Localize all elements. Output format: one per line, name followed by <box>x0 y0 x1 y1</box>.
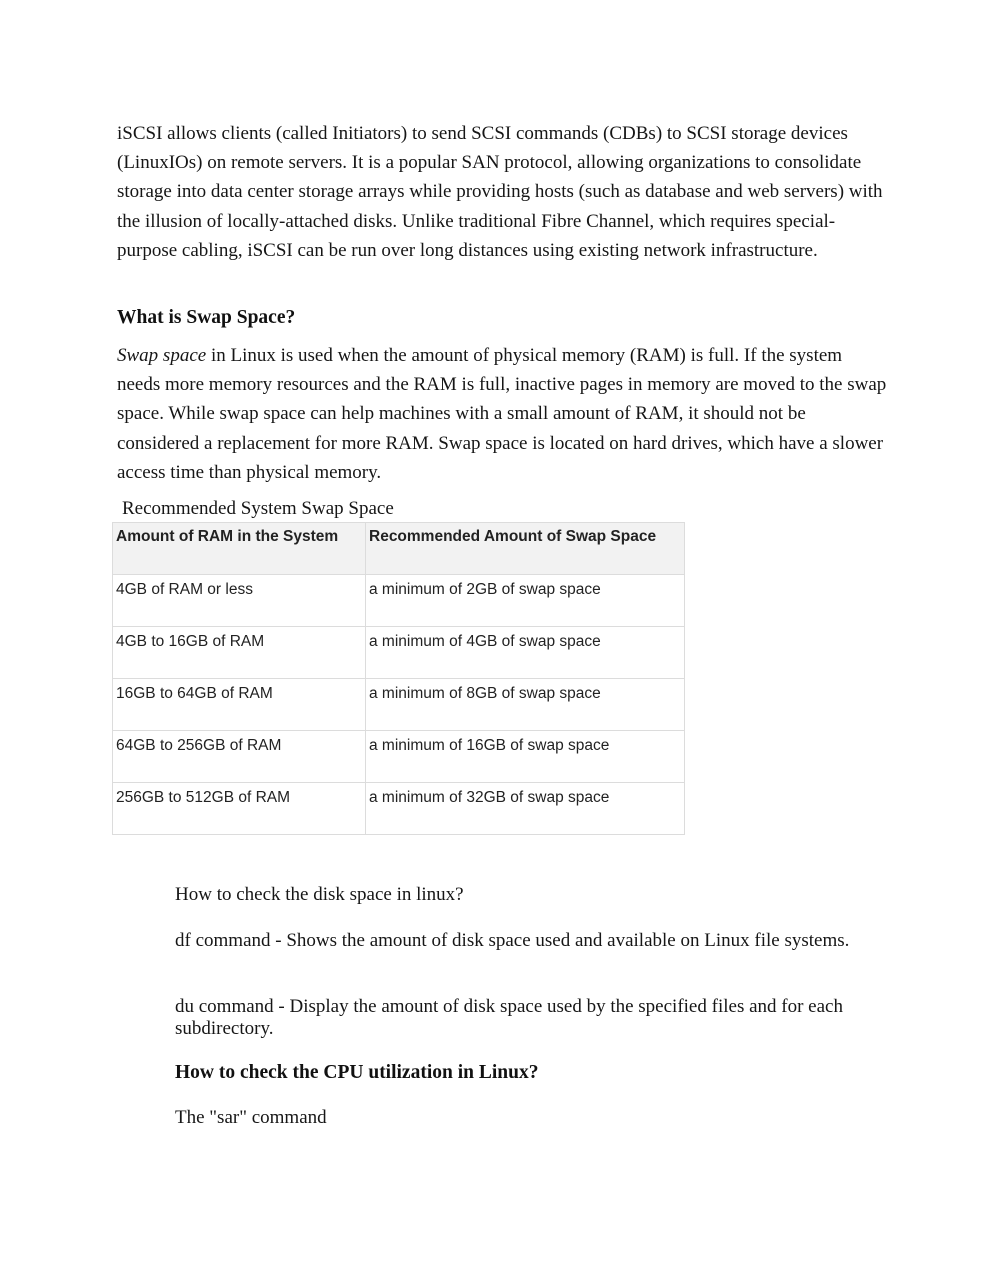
table-header-ram: Amount of RAM in the System <box>113 523 366 575</box>
table-cell-ram: 4GB of RAM or less <box>113 575 366 627</box>
table-header-swap: Recommended Amount of Swap Space <box>366 523 685 575</box>
table-header-row <box>113 523 685 575</box>
sar-text: The "sar" command <box>175 1107 327 1128</box>
disk-question: How to check the disk space in linux? <box>175 884 464 905</box>
swap-term: Swap space <box>117 345 207 366</box>
table-cell-swap: a minimum of 4GB of swap space <box>366 627 685 679</box>
du-description: du command - Display the amount of disk space used by the specified files and for each subdirectory. <box>175 996 843 1039</box>
table-cell-swap: a minimum of 8GB of swap space <box>366 679 685 731</box>
swap-paragraph-text: in Linux is used when the amount of physical memory (RAM) is full. If the system needs more memory resources and the RAM is full, inactive pages in memory are moved to the swap space. While swap space can help machines with a small amount of RAM, it should not be considered a replacement for more RAM. Swap space is located on hard drives, which have a slower access time than physical memory. <box>117 345 887 483</box>
table-cell-ram: 64GB to 256GB of RAM <box>113 731 366 783</box>
df-description: df command - Shows the amount of disk space used and available on Linux file systems. <box>175 930 850 951</box>
table-cell-swap: a minimum of 32GB of swap space <box>366 783 685 835</box>
swap-table <box>112 522 685 835</box>
table-cell-ram: 16GB to 64GB of RAM <box>113 679 366 731</box>
iscsi-paragraph: iSCSI allows clients (called Initiators) to send SCSI commands (CDBs) to SCSI storage devices (LinuxIOs) on remote servers. It is a popular SAN protocol, allowing organizations to consolidate storage into data center storage arrays while providing hosts (such as database and web servers) with the illusion of locally-attached disks. Unlike traditional Fibre Channel, which requires special-purpose cabling, iSCSI can be run over long distances using existing network infrastructure. <box>117 123 883 261</box>
table-cell-ram: 4GB to 16GB of RAM <box>113 627 366 679</box>
swap-heading: What is Swap Space? <box>117 307 296 328</box>
table-cell-swap: a minimum of 2GB of swap space <box>366 575 685 627</box>
table-caption: Recommended System Swap Space <box>122 498 394 519</box>
table-cell-swap: a minimum of 16GB of swap space <box>366 731 685 783</box>
table-row <box>113 731 685 783</box>
table-cell-ram: 256GB to 512GB of RAM <box>113 783 366 835</box>
swap-paragraph <box>117 341 887 487</box>
table-row <box>113 783 685 835</box>
table-row <box>113 575 685 627</box>
cpu-heading: How to check the CPU utilization in Linux? <box>175 1062 539 1083</box>
table-row <box>113 679 685 731</box>
table-row <box>113 627 685 679</box>
